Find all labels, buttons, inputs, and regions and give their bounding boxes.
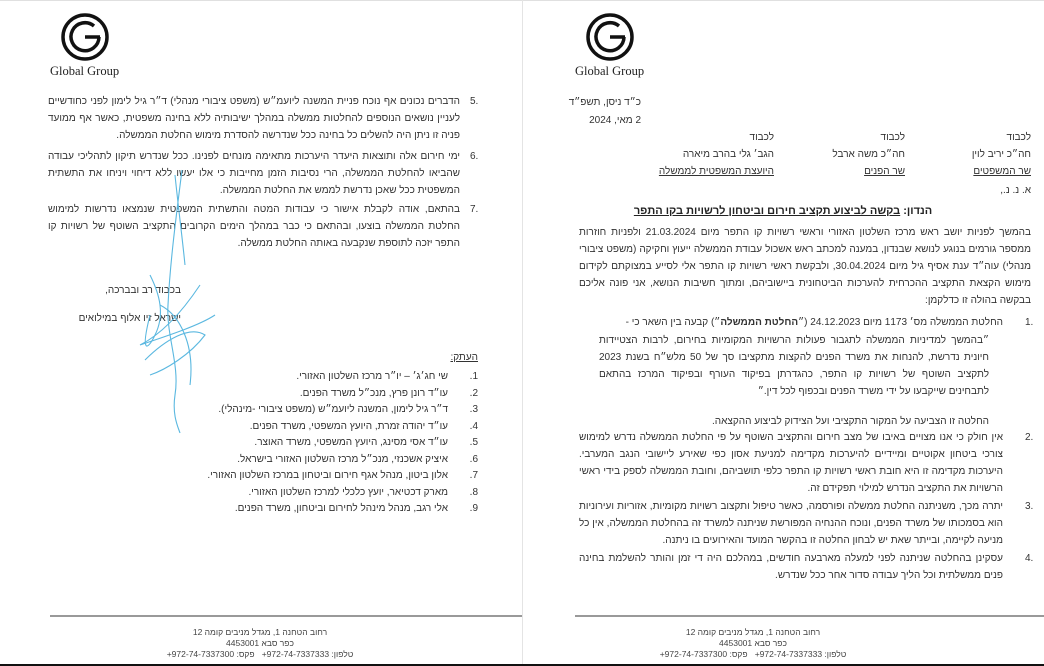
item-text: יתרה מכך, משניתנה החלטת ממשלה ופורסמה, כאשר טיפול ותקצוב רשויות מקומיות, אזוריות ועירוניות הוא בסמכותו של משרד הפנים, ונוכח ההנחיה המפורשת שניתנה למשרד זה בהחלטת הממשלה, אין כל מניעה לקיימה, ובייתר שאת יש לבחון החלטה זו בהקשר המועד והאירועים בו ניתנה. bbox=[579, 501, 1003, 546]
item-number: 4. bbox=[1025, 553, 1034, 564]
recipient-attorney-general bbox=[659, 129, 774, 180]
date: 2 מאי, 2024 bbox=[589, 115, 641, 126]
company-logo bbox=[575, 12, 725, 79]
cc-list-item bbox=[300, 385, 478, 402]
cc-list-item bbox=[207, 467, 478, 484]
item-text: הדברים נכונים אף נוכח פניית המשנה ליועמ״ש (משפט ציבורי מנהלי) ד״ר גיל לימון לפני כחודשיים לעניין נושאים הנוספים להחלטות ממשלה במהלך ישיבותיה ללא בחינה משפטית, כאשר אף ממועד פניה זו ניתן היה להשלים כל בחינה ככל שנדרשה להסדרת מימוש החלטת הממשלה. bbox=[48, 96, 460, 141]
recipient-justice-minister bbox=[972, 129, 1031, 180]
signer-name: ישראל זיו אלוף במילואים bbox=[78, 313, 181, 324]
global-group-logo-icon bbox=[575, 12, 645, 62]
cc-number: 1. bbox=[469, 371, 478, 382]
cc-number: 4. bbox=[469, 421, 478, 432]
subject-text: בקשה לביצוע תקציב חירום וביטחון לרשויות בקו התפר bbox=[633, 205, 901, 217]
recipient-title: היועצת המשפטית לממשלה bbox=[658, 166, 774, 177]
cc-text: שי חג׳ג׳ – יו״ר מרכז השלטון האזורי. bbox=[296, 371, 448, 382]
cc-text: ד״ר גיל לימון, המשנה ליועמ״ש (משפט ציבורי -מינהלי). bbox=[218, 404, 448, 415]
item-number: 6. bbox=[470, 151, 479, 162]
item-text: בהתאם, אודה לקבלת אישור כי עבודות המטה והתשתית המשפטית שנמצאו נדרשות למימוש החלטת הממשלה בוצעו, ובהתאם כי כבר במהלך הימים הקרובים התקציב השוטף של רשויות קו התפר יזכה לתוספת שנקבעה באותה החלטת ממשלה. bbox=[48, 204, 460, 249]
cc-list-item bbox=[235, 500, 478, 517]
decision-note: החלטה זו הצביעה על המקור התקציבי ועל הצידוק לביצוע ההקצאה. bbox=[712, 416, 989, 427]
cc-text: עו״ד אסי מסינג, היועץ המשפטי, משרד האוצר. bbox=[254, 437, 448, 448]
quoted-decision: ״בהמשך למדיניות הממשלה לתגבור פעולות הרשויות המקומיות בחירום, לרבות הצטיידות חיונית נדרשת, להנחות את משרד הפנים להקצות מתקציבו סך של 50 מלש״ח בשנת 2023 לתקציב השוטף של רשויות קו התפר, כהגדרתן בפיקוד העורף ובפיקוד המרכז בהתאם לתבחינים שייקבעו על ידי משרד הפנים ובכפוף לכל דין.״ bbox=[599, 335, 989, 397]
cc-number: 9. bbox=[469, 503, 478, 514]
cc-text: איציק אשכנזי, מנכ״ל מרכז השלטון האזורי בישראל. bbox=[237, 454, 448, 465]
recipient-salutation: לכבוד bbox=[1006, 132, 1031, 143]
footer-contact bbox=[653, 649, 853, 660]
fax-number: +972-74-7337300 bbox=[659, 649, 728, 659]
page-top-border bbox=[0, 0, 522, 1]
item-text-part: החלטת הממשלה מס׳ 1173 מיום 24.12.2023 (״ bbox=[798, 317, 1003, 328]
document-page-1 bbox=[522, 0, 1044, 666]
item-text: ימי חירום אלה ותוצאות היעדר היערכות מתאימה מונחים לפנינו. ככל שנדרש תיקון לתהליכי עבודה שהביאו להחלטת הממשלה, הרי נסיבות הזמן מחייבות כי אלו יעשו ללא דיחוי ויניחו את התשתית המשפטית ככל שאכן נדרשת לממש את החלטת הממשלה. bbox=[48, 151, 460, 196]
page-footer bbox=[653, 627, 853, 660]
recipient-title: שר הפנים bbox=[864, 166, 905, 177]
cc-text: אלון ביטון, מנהל אגף חירום וביטחון במרכז השלטון האזורי. bbox=[207, 470, 448, 481]
item-number: 1. bbox=[1025, 317, 1034, 328]
fax-number: +972-74-7337300 bbox=[166, 649, 235, 659]
global-group-logo-icon bbox=[50, 12, 120, 62]
cc-title-text: העתק: bbox=[450, 352, 478, 363]
item-number: 3. bbox=[1025, 501, 1034, 512]
phone-label: טלפון: bbox=[824, 649, 847, 659]
cc-title bbox=[450, 349, 478, 366]
recipient-interior-minister bbox=[832, 129, 905, 180]
item-text-part: ״) קבעה בין השאר כי - bbox=[625, 317, 721, 328]
footer-city: כפר סבא 4453001 bbox=[719, 638, 787, 648]
phone-label: טלפון: bbox=[331, 649, 354, 659]
closing-text: בכבוד רב ובברכה, bbox=[105, 285, 181, 296]
footer-contact bbox=[160, 649, 360, 660]
recipient-name: חה״כ יריב לוין bbox=[971, 149, 1031, 160]
cc-number: 3. bbox=[469, 404, 478, 415]
item-text bbox=[626, 314, 1003, 331]
recipient-salutation: לכבוד bbox=[749, 132, 774, 143]
subject-label: הנדון: bbox=[903, 205, 933, 217]
cc-text: עו״ד יהודה זמרת, היועץ המשפטי, משרד הפנים. bbox=[249, 421, 448, 432]
recipient-name: חה״כ משה ארבל bbox=[832, 149, 905, 160]
cc-number: 6. bbox=[469, 454, 478, 465]
page-top-border bbox=[523, 0, 1044, 1]
recipient-title: שר המשפטים bbox=[973, 166, 1031, 177]
cc-list-item bbox=[248, 484, 478, 501]
footer-divider bbox=[50, 615, 522, 617]
intro-paragraph: בהמשך לפניות יושב ראש מרכז השלטון האזורי וראשי רשויות קו התפר מיום 21.03.2024 ולפניות חוזרות ממספר גורמים בנוגע לנושא שבנדון, במענה למכתב ראש אשכול עבודת הממשלה ייעוץ וחקיקה (משפט ציבורי מנהלי) עוה״ד ענת אסיף גיל מיום 30.04.2024, ולבקשת ראשי רשויות קו התפר אלי לסייע במצוקתם לקידום מימוש הקצאת התקציב ההכרחית להערכות הביטחונית ביישוביהם, ומתוך חשיבות הנושא, אני פונה אליכם בבקשה בהולה זו כדלקמן: bbox=[579, 227, 1032, 306]
phone-number: +972-74-7337333 bbox=[261, 649, 330, 659]
handwritten-signature bbox=[120, 165, 230, 435]
logo-text: Global Group bbox=[575, 64, 645, 78]
item-number: 2. bbox=[1025, 432, 1034, 443]
item-number: 5. bbox=[470, 96, 479, 107]
cc-number: 5. bbox=[469, 437, 478, 448]
footer-address: רחוב הטחנה 1, מגדל מניבים קומה 12 bbox=[685, 627, 821, 637]
cc-text: מארק דכטיאר, יועץ כלכלי למרכז השלטון האזורי. bbox=[248, 487, 448, 498]
footer-divider bbox=[575, 615, 1044, 617]
logo-text: Global Group bbox=[50, 64, 120, 78]
phone-number: +972-74-7337333 bbox=[754, 649, 823, 659]
cc-list-item bbox=[296, 368, 478, 385]
company-logo bbox=[50, 12, 200, 79]
recipient-salutation: לכבוד bbox=[880, 132, 905, 143]
defined-term: החלטת הממשלה bbox=[720, 317, 799, 328]
page-footer bbox=[160, 627, 360, 660]
cc-list-item bbox=[237, 451, 478, 468]
recipient-name: הגב׳ גלי בהרב מיארה bbox=[682, 149, 774, 160]
fax-label: פקס: bbox=[729, 649, 748, 659]
item-number: 7. bbox=[470, 204, 479, 215]
subject-line bbox=[583, 205, 983, 217]
cc-text: עו״ד רונן פרץ, מנכ״ל משרד הפנים. bbox=[299, 388, 448, 399]
cc-list-item bbox=[218, 401, 478, 418]
footer-city: כפר סבא 4453001 bbox=[226, 638, 294, 648]
cc-number: 8. bbox=[469, 487, 478, 498]
cc-number: 7. bbox=[469, 470, 478, 481]
cc-list-item bbox=[250, 418, 478, 435]
footer-address: רחוב הטחנה 1, מגדל מניבים קומה 12 bbox=[192, 627, 328, 637]
hebrew-date: כ״ד ניסן, תשפ״ד bbox=[568, 97, 641, 108]
cc-text: אלי רגב, מנהל מינהל לחירום וביטחון, משרד הפנים. bbox=[234, 503, 448, 514]
item-text: אין חולק כי אנו מצויים באיבו של מצב חירום והתקציב השוטף על פי החלטת הממשלה נדרש למימוש צורכי ביטחון אקוטיים ומיידיים להיערכות מקדימה למניעת אסון כפי שאירע ליישובי הנגב המערבי. היערכות מקדימה זו היא חובת ראשי רשויות קו התפר כלפי תושביהם, וחובת הממשלה לספק בידי ראשי הרשויות את התקציב הנדרש למילוי תפקידם זה. bbox=[579, 432, 1003, 494]
fax-label: פקס: bbox=[236, 649, 255, 659]
item-text: עסקינן בהחלטה שניתנה לפני למעלה מארבעה חודשים, במהלכם היה די זמן והותר להשלמת בחינה פנים ממשלתית וכל הליך עבודה סדור אחר ככל שנדרש. bbox=[579, 553, 1003, 581]
cc-list-item bbox=[254, 434, 478, 451]
greeting: א. נ. נ., bbox=[1000, 185, 1031, 196]
cc-number: 2. bbox=[469, 388, 478, 399]
